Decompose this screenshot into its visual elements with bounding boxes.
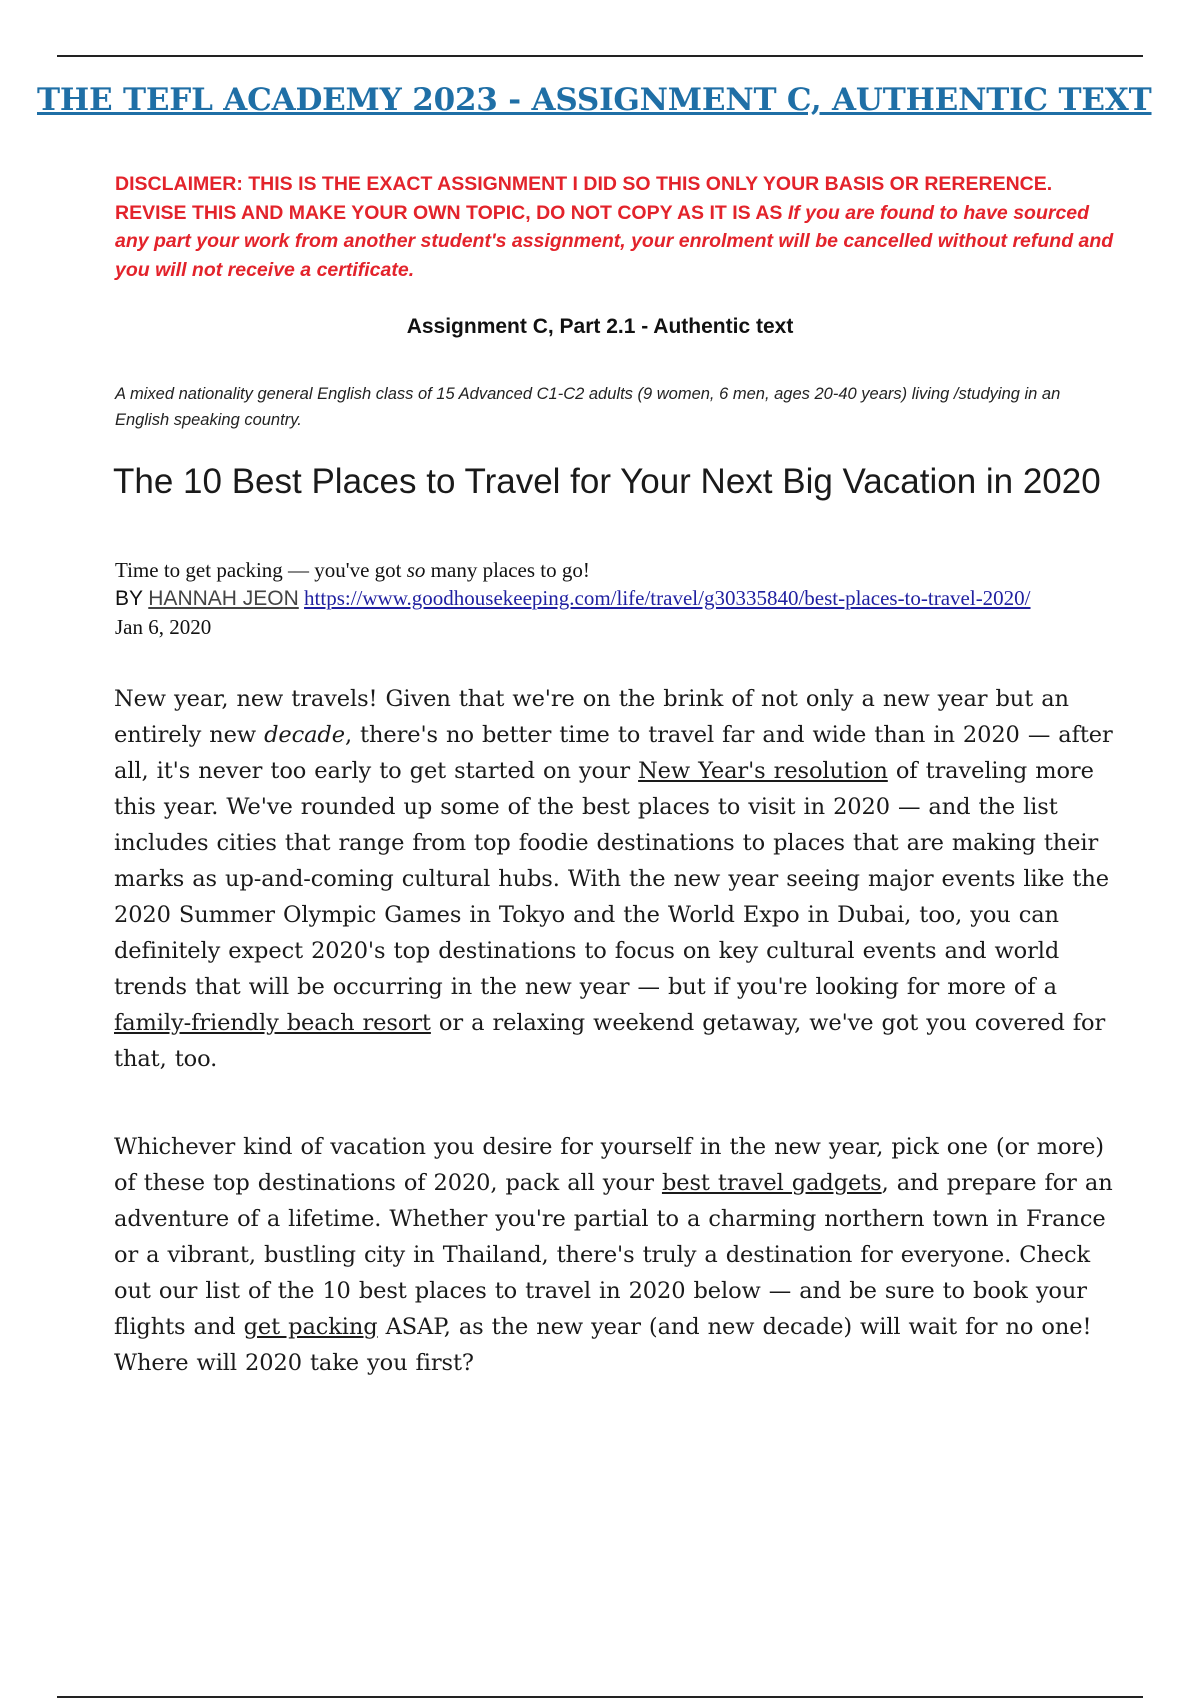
article-paragraph-1: New year, new travels! Given that we're on the brink of not only a new year but an entirely new decade, there's no better time to travel far and wide than in 2020 — after all, it's never too early to get started on your New Year's resolution of traveling more this year. We've rounded up some of the best places to visit in 2020 — and the list includes cities that range from top foodie destinations to places that are making their marks as up-and-coming cultural hubs. With the new year seeing major events like the 2020 Summer Olympic Games in Tokyo and the World Expo in Dubai, too, you can definitely expect 2020's top destinations to focus on key cultural events and world trends that will be occurring in the new year — but if you're looking for more of a family-friendly beach resort or a relaxing weekend getaway, we've got you covered for that, too.	[114, 686, 1113, 1072]
page-title: THE TEFL ACADEMY 2023 - ASSIGNMENT C, AUTHENTIC TEXT	[37, 82, 1152, 118]
new-years-resolution-link[interactable]: New Year's resolution	[638, 758, 888, 784]
get-packing-link[interactable]: get packing	[243, 1314, 378, 1340]
disclaimer	[115, 170, 1115, 284]
source-url-link[interactable]: https://www.goodhousekeeping.com/life/travel/g30335840/best-places-to-travel-2020/	[304, 586, 1031, 610]
best-travel-gadgets-link[interactable]: best travel gadgets	[661, 1170, 882, 1196]
assignment-subtitle: Assignment C, Part 2.1 - Authentic text	[406, 315, 794, 338]
author-link[interactable]: HANNAH JEON	[148, 587, 299, 610]
class-context: A mixed nationality general English class of 15 Advanced C1-C2 adults (9 women, 6 men, ages 20-40 years) living /studying in an English speaking country.	[115, 385, 1061, 429]
byline-label: BY	[115, 587, 144, 610]
article-meta	[115, 556, 1115, 641]
article-dek: Time to get packing — you've got so many places to go!	[115, 558, 590, 582]
disclaimer-italic: If you are found to have sourced any part your work from another student's assignment, your enrolment will be cancelled without refund and you will not receive a certificate.	[115, 201, 1114, 281]
article-paragraph-2: Whichever kind of vacation you desire for yourself in the new year, pick one (or more) of these top destinations of 2020, pack all your best travel gadgets, and prepare for an adventure of a lifetime. Whether you're partial to a charming northern town in France or a vibrant, bustling city in Thailand, there's truly a destination for everyone. Check out our list of the 10 best places to travel in 2020 below — and be sure to book your flights and get packing ASAP, as the new year (and new decade) will wait for no one! Where will 2020 take you first?	[114, 1134, 1113, 1376]
article-date: Jan 6, 2020	[115, 615, 212, 639]
bottom-rule	[57, 1696, 1143, 1698]
family-friendly-beach-resort-link[interactable]: family-friendly beach resort	[114, 1010, 431, 1036]
disclaimer-bold: DISCLAIMER: THIS IS THE EXACT ASSIGNMENT I DID SO THIS ONLY YOUR BASIS OR RERERENCE. REVISE THIS AND MAKE YOUR OWN TOPIC, DO NOT COPY AS IT IS AS	[115, 173, 1053, 224]
top-rule	[57, 55, 1143, 57]
article-headline: The 10 Best Places to Travel for Your Next Big Vacation in 2020	[113, 462, 1101, 501]
byline	[115, 584, 1115, 613]
